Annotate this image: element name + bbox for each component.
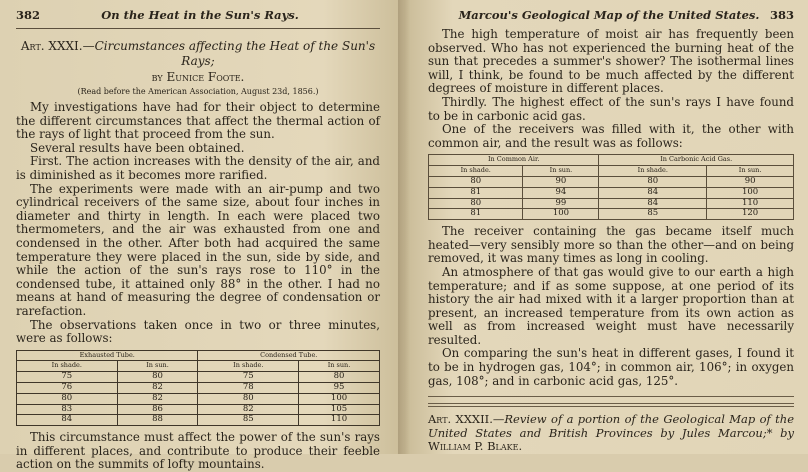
paragraph: Thirdly. The highest effect of the sun's rays I have found to be in carbonic acid gas.: [428, 94, 794, 123]
table-column-header: In shade.: [599, 166, 707, 177]
paragraph: The experiments were made with an air-pump and two cylindrical receivers of the same size, about four inches in diameter and thirty in length. In each were placed two thermometers, and the air was exhausted from one and condensed in the other. After both had acquired the same temperature they were placed in the sun, side by side, and while the action of the sun's rays rose to 110° in the condensed tube, it attained only 88° in the other. I had no means at hand of measuring the degree of condensation or rarefaction.: [16, 181, 380, 318]
table-cell: 84: [599, 198, 707, 209]
table-cell: 88: [117, 415, 198, 426]
table-group-header: In Carbonic Acid Gas.: [599, 155, 794, 166]
table-row: [429, 176, 794, 187]
paragraph: First. The action increases with the density of the air, and is diminished as it becomes more rarified.: [16, 154, 380, 182]
table-cell: 110: [707, 198, 794, 209]
table-cell: 90: [523, 176, 599, 187]
article2-heading: [428, 413, 794, 454]
table-cell: 120: [707, 209, 794, 220]
table-cell: 81: [429, 187, 523, 198]
table-column-header: In sun.: [299, 361, 380, 372]
paragraph: Several results have been obtained.: [30, 140, 245, 155]
table-row: [17, 404, 380, 415]
table-row: [17, 383, 380, 394]
book-gutter: [398, 0, 410, 454]
left-running-head: [16, 8, 380, 22]
table-row: [17, 372, 380, 383]
article2-title: —Review of a portion of the Geological Map of the United States and British Provinces by Jules Marcou;* by: [428, 412, 795, 440]
table-column-header: In sun.: [117, 361, 198, 372]
table-cell: 95: [299, 383, 380, 394]
table-group-header: Exhausted Tube.: [17, 350, 198, 361]
paragraph: On comparing the sun's heat in different gases, I found it to be in hydrogen gas, 104°; in common air, 106°; in oxygen gas, 108°; and in carbonic acid gas, 125°.: [428, 346, 794, 388]
table-cell: 80: [117, 372, 198, 383]
paragraph: My investigations have had for their object to determine the different circumstances that affect the thermal action of the rays of light that proceed from the sun.: [16, 100, 380, 142]
table-row: [429, 198, 794, 209]
table-cell: 99: [523, 198, 599, 209]
table-cell: 85: [599, 209, 707, 220]
table-column-header: In sun.: [707, 166, 794, 177]
table-cell: 84: [17, 415, 118, 426]
article2-author: William P. Blake.: [428, 439, 523, 454]
article-separator-double: [428, 403, 794, 407]
table-column-header: In shade.: [198, 361, 299, 372]
common-air-carbonic-table: [428, 154, 794, 220]
table-cell: 76: [17, 383, 118, 394]
left-header-rule: [16, 28, 380, 29]
table-cell: 82: [117, 393, 198, 404]
right-running-head: [428, 8, 794, 22]
article2-label: Art. XXXII.: [428, 412, 493, 427]
table-cell: 94: [523, 187, 599, 198]
exhausted-condensed-table: [16, 350, 380, 427]
article-title: [16, 39, 380, 69]
article-separator: [428, 396, 794, 397]
table-column-header: In shade.: [429, 166, 523, 177]
paragraph: The observations taken once in two or three minutes, were as follows:: [16, 317, 380, 346]
table-cell: 80: [429, 176, 523, 187]
paragraph: This circumstance must affect the power of the sun's rays in different places, and contribute to produce their feeble action on the summits of lofty mountains.: [16, 430, 380, 472]
table-cell: 90: [707, 176, 794, 187]
table-cell: 83: [17, 404, 118, 415]
table-cell: 81: [429, 209, 523, 220]
table-cell: 80: [599, 176, 707, 187]
table-cell: 86: [117, 404, 198, 415]
table-cell: 75: [17, 372, 118, 383]
table-cell: 80: [429, 198, 523, 209]
table-cell: 78: [198, 383, 299, 394]
table-column-header: In shade.: [17, 361, 118, 372]
right-page: [404, 0, 808, 454]
article-title-text: —Circumstances affecting the Heat of the Sun's Rays;: [82, 39, 376, 68]
table-cell: 100: [523, 209, 599, 220]
table-cell: 82: [198, 404, 299, 415]
table-row: [429, 209, 794, 220]
right-page-number: 383: [769, 8, 794, 22]
left-page-number: 382: [16, 8, 41, 22]
paragraph: The receiver containing the gas became itself much heated—very sensibly more so than the other—and on being removed, it was many times as long in cooling.: [428, 224, 794, 266]
right-running-title: Marcou's Geological Map of the United States.: [458, 8, 760, 22]
table-cell: 80: [17, 393, 118, 404]
read-note: (Read before the American Association, August 23d, 1856.): [77, 87, 319, 96]
article-byline: by Eunice Foote.: [151, 70, 245, 84]
table-cell: 110: [299, 415, 380, 426]
paragraph: The high temperature of moist air has frequently been observed. Who has not experienced the burning heat of the sun that precedes a summer's shower? The isothermal lines will, I think, be found to be much affected by the different degrees of moisture in different places.: [428, 27, 794, 96]
left-running-title: On the Heat in the Sun's Rays.: [101, 8, 299, 22]
table-cell: 82: [117, 383, 198, 394]
paragraph: One of the receivers was filled with it, the other with common air, and the result was as follows:: [428, 122, 794, 150]
paragraph: An atmosphere of that gas would give to our earth a high temperature; and if as some suppose, at one period of its history the air had mixed with it a larger proportion than at present, an increased temperature from its own action as well as from increased weight must have necessarily resulted.: [428, 264, 794, 347]
table-row: [429, 187, 794, 198]
table-row: [17, 393, 380, 404]
table-cell: 80: [198, 393, 299, 404]
table-cell: 84: [599, 187, 707, 198]
table-cell: 85: [198, 415, 299, 426]
table-cell: 105: [299, 404, 380, 415]
table-cell: 75: [198, 372, 299, 383]
table-group-header: Condensed Tube.: [198, 350, 380, 361]
table-row: [17, 415, 380, 426]
article-label: Art. XXXI.: [20, 39, 83, 53]
table-group-header: In Common Air.: [429, 155, 599, 166]
table-cell: 100: [299, 393, 380, 404]
table-cell: 80: [299, 372, 380, 383]
table-column-header: In sun.: [523, 166, 599, 177]
table-cell: 100: [707, 187, 794, 198]
